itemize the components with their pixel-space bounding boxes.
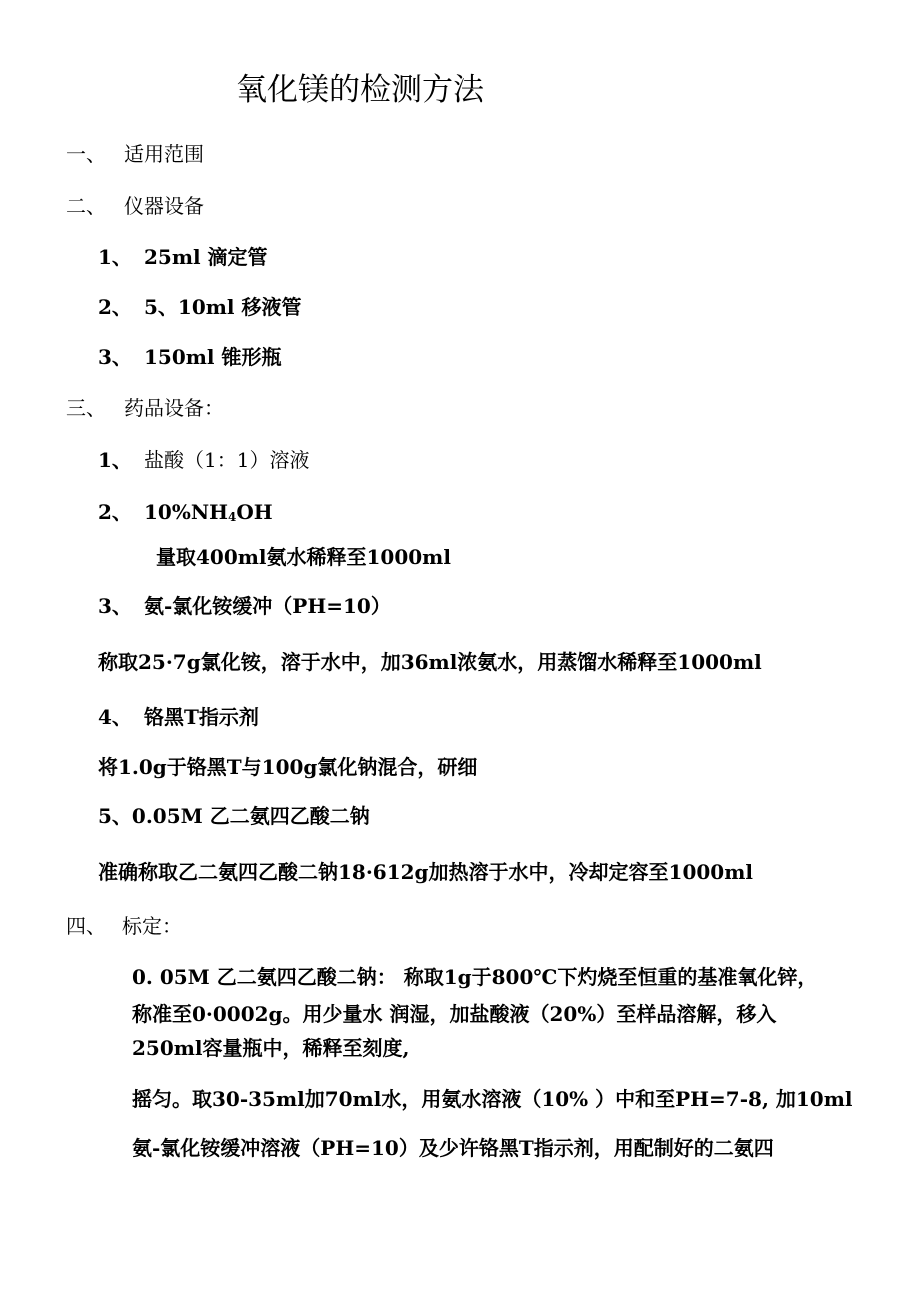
reagent-item: 2、 $10\%NH_4OH$	[98, 500, 273, 524]
section-number: 四、	[66, 914, 106, 938]
reagent-note: 准确称取乙二氨四乙酸二钠18·612g加热溶于水中，冷却定容至1000ml	[98, 860, 753, 884]
calibration-text: 250ml容量瓶中，稀释至刻度,	[132, 1036, 410, 1060]
section-number: 三、	[66, 396, 106, 420]
instrument-item: 1、 25ml 滴定管	[98, 245, 268, 269]
reagent-note: 称取25·7g氯化铵，溶于水中，加36ml浓氨水，用蒸馏水稀释至1000ml	[98, 650, 762, 674]
section-number: 二、	[66, 194, 106, 218]
calibration-text: 0. 05M 乙二氨四乙酸二钠： 称取1g于800℃下灼烧至恒重的基准氧化锌，	[132, 965, 818, 989]
section-label: 适用范围	[124, 142, 204, 166]
calibration-text: 氨-氯化铵缓冲溶液（PH=10）及少许铬黑T指示剂，用配制好的二氨四	[132, 1136, 774, 1160]
section-calibration	[66, 912, 182, 940]
reagent-note: 量取400ml氨水稀释至1000ml	[156, 545, 451, 569]
section-instruments	[66, 192, 204, 220]
instrument-item: 3、 150ml 锥形瓶	[98, 345, 282, 369]
reagent-item: 5、0.05M 乙二氨四乙酸二钠	[98, 804, 370, 828]
instrument-item: 2、 5、10ml 移液管	[98, 295, 302, 319]
section-number: 一、	[66, 142, 106, 166]
section-label: 药品设备：	[124, 396, 224, 420]
reagent-item: 3、 氨-氯化铵缓冲（PH=10）	[98, 594, 391, 618]
calibration-text: 摇匀。取30-35ml加70ml水，用氨水溶液（10% ）中和至PH=7-8, 加10ml	[132, 1087, 853, 1111]
section-reagents	[66, 394, 224, 422]
reagent-item: 4、 铬黑T指示剂	[98, 705, 259, 729]
section-scope	[66, 140, 204, 168]
reagent-note: 将1.0g于铬黑T与100g氯化钠混合，研细	[98, 755, 478, 779]
calibration-text: 称准至0·0002g。用少量水 润湿，加盐酸液（20%）至样品溶解，移入	[132, 1002, 777, 1026]
document-title: 氧化镁的检测方法	[236, 72, 484, 108]
section-label: 仪器设备	[124, 194, 204, 218]
section-label: 标定：	[122, 914, 182, 938]
reagent-item: 1、 盐酸（1：1）溶液	[98, 448, 310, 472]
